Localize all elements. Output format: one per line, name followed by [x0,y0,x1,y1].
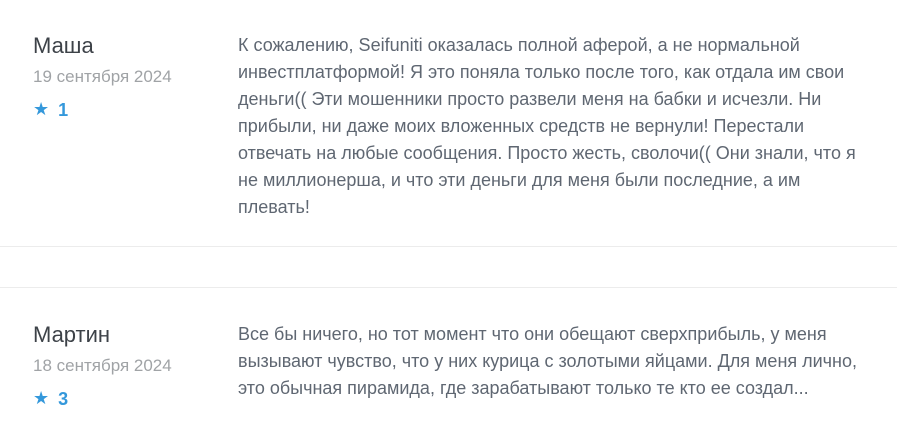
review-date: 18 сентября 2024 [33,356,172,375]
review-rating [33,100,238,120]
review-meta [33,32,238,120]
review-author: Маша [33,33,94,58]
rating-value: 3 [58,389,69,409]
review-text: К сожалению, Seifuniti оказалась полной аферой, а не нормальной инвестплатформой! Я это поняла только после того, как отдала им свои деньги(( Эти мошенники просто развели меня на бабки и исчезли. Ни прибыли, ни даже моих вложенных средств не вернули! Перестали отвечать на любые сообщения. Просто жесть, сволочи(( Они знали, что я не миллионерша, и что эти деньги для меня были последние, а им плевать! [238,35,856,217]
review-rating [33,389,238,409]
star-icon: ★ [33,388,50,409]
review-date: 19 сентября 2024 [33,67,172,86]
rating-value: 1 [58,100,69,120]
review-meta [33,321,238,409]
review-text: Все бы ничего, но тот момент что они обещают сверхприбыль, у меня вызывают чувство, что у них курица с золотыми яйцами. Для меня лично, это обычная пирамида, где зарабатывают только те кто ее создал... [238,324,858,398]
star-icon: ★ [33,99,50,120]
review-author: Мартин [33,322,111,347]
review-item [0,287,897,434]
